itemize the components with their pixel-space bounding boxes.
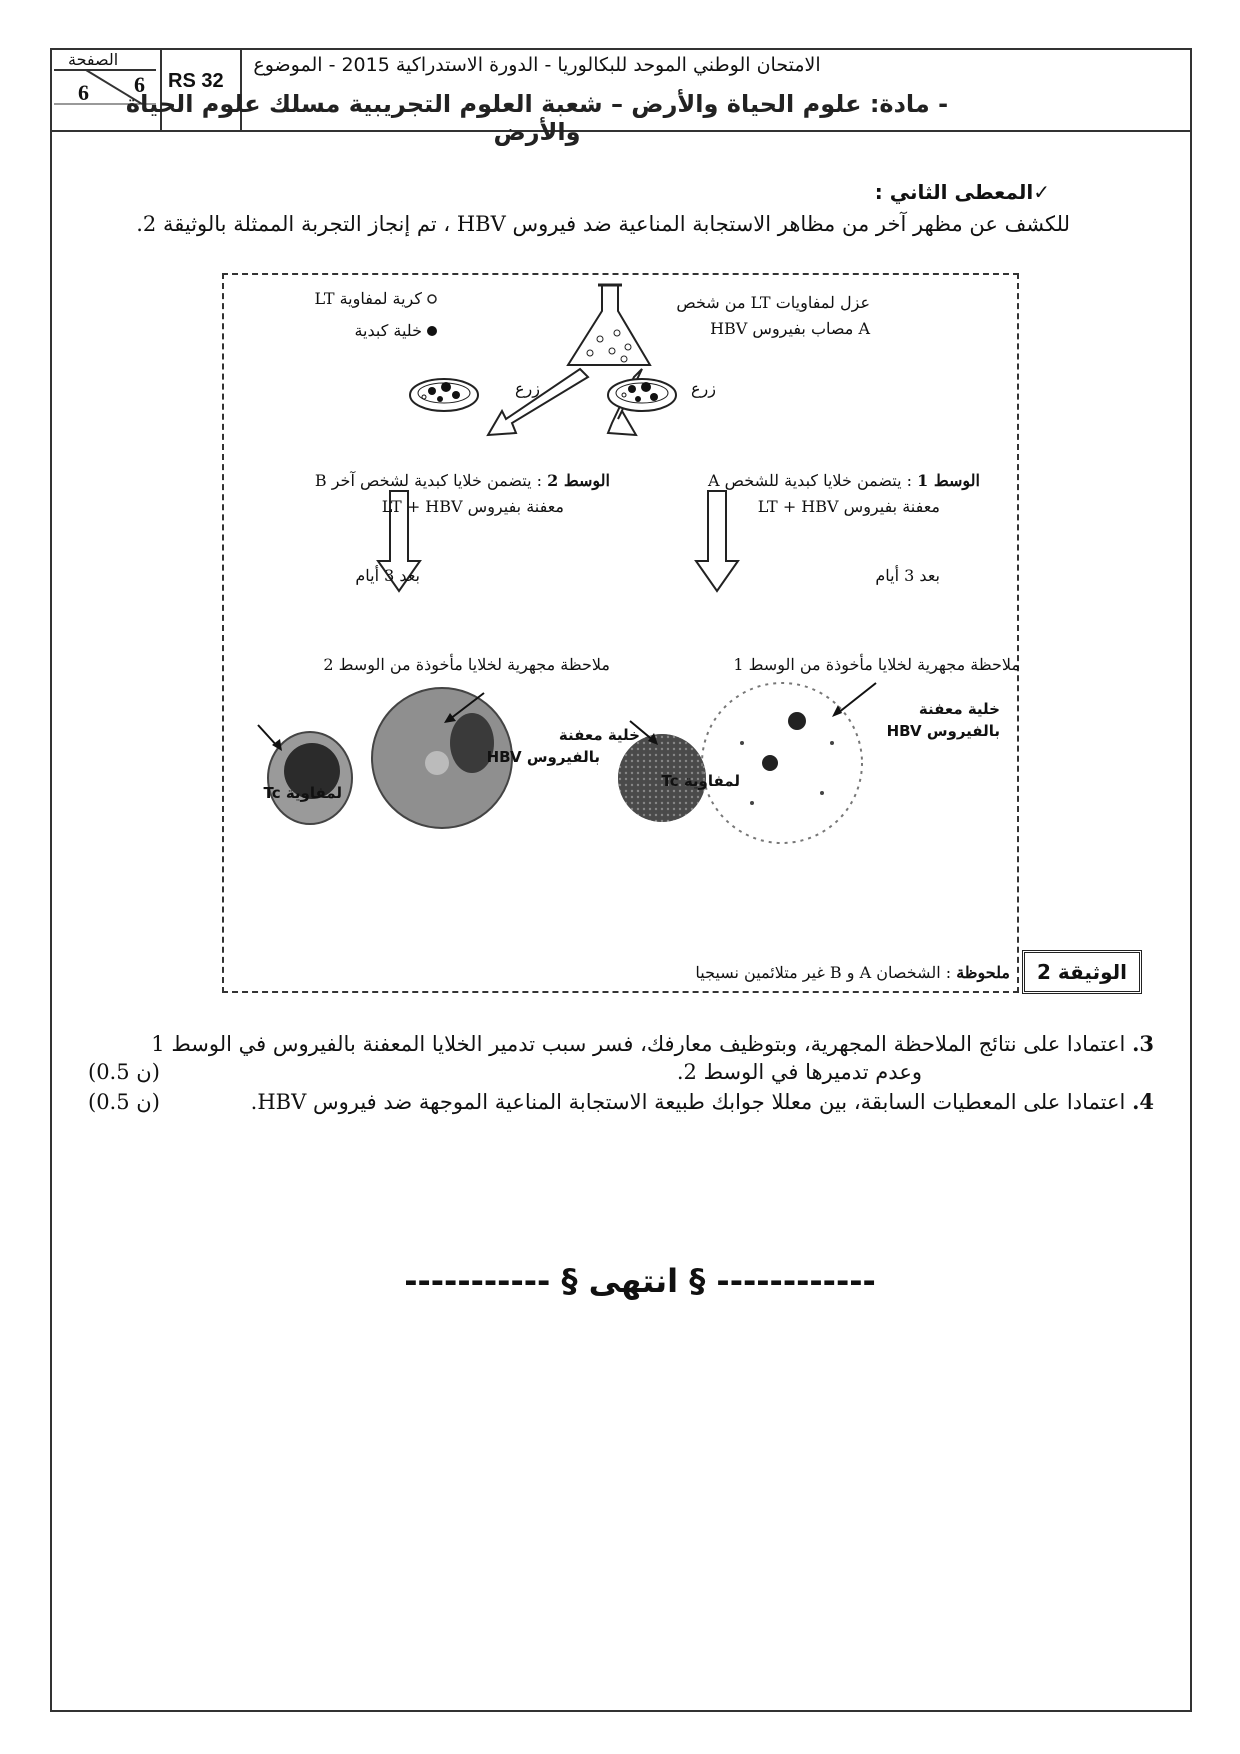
exam-code: RS 32 — [168, 70, 224, 92]
infected-cell-label: خلية معفنة — [558, 726, 640, 744]
medium2-description — [240, 470, 610, 492]
page-label: الصفحة — [68, 50, 119, 69]
liver-legend-symbol — [427, 326, 437, 336]
question-number: 3. — [1132, 1031, 1154, 1056]
micrograph-medium2 — [268, 688, 512, 828]
medium2-text: : يتضمن خلايا كبدية لشخص آخر B — [314, 471, 543, 490]
experiment-diagram — [222, 273, 1019, 993]
infected-cell-label: بالفيروس HBV — [486, 748, 600, 766]
observation-medium2: ملاحظة مجهرية لخلايا مأخوذة من الوسط 2 — [323, 655, 610, 674]
tc-lymphocyte-label: لمفاوية Tc — [263, 784, 342, 802]
question-3-continued: وعدم تدميرها في الوسط 2. — [676, 1060, 922, 1084]
medium1-title: الوسط 1 — [917, 471, 980, 490]
question-text: اعتمادا على نتائج الملاحظة المجهرية، وبتوظيف معارفك، فسر سبب تدمير الخلايا المعفنة بالفيروس في الوسط 1 — [151, 1032, 1126, 1056]
flask-label-line1: عزل لمفاويات LT من شخص — [676, 293, 870, 312]
question-4 — [154, 1088, 1154, 1116]
culture-label: زرع — [515, 379, 540, 398]
legend-liver-cell: خلية كبدية — [354, 321, 422, 340]
legend-lt: كرية لمفاوية LT — [314, 289, 422, 308]
question-text: اعتمادا على المعطيات السابقة، بين معللا جوابك طبيعة الاستجابة المناعية الموجهة ضد فيروس HBV. — [250, 1090, 1126, 1114]
question-points: (0.5 ن) — [88, 1090, 160, 1114]
document-label: الوثيقة 2 — [1022, 950, 1142, 994]
medium1-text: : يتضمن خلايا كبدية للشخص A — [708, 471, 913, 490]
section-title: ✓المعطى الثاني : — [874, 180, 1050, 204]
after-days-label: بعد 3 أيام — [875, 566, 940, 585]
lt-legend-symbol — [428, 295, 436, 303]
question-3 — [54, 1030, 1154, 1058]
observation-medium1: ملاحظة مجهرية لخلايا مأخوذة من الوسط 1 — [733, 655, 1020, 674]
page-total: 6 — [78, 80, 89, 105]
exam-header-line1: الامتحان الوطني الموحد للبكالوريا - الدورة الاستدراكية 2015 - الموضوع — [253, 54, 821, 76]
culture-label: زرع — [691, 379, 716, 398]
medium1-description — [640, 470, 980, 492]
question-number: 4. — [1132, 1089, 1154, 1114]
page-current: 6 — [134, 72, 145, 97]
infected-cell-label: خلية معفنة — [918, 700, 1000, 718]
note — [560, 962, 1010, 984]
exam-header-line2: - مادة: علوم الحياة والأرض – شعبة العلوم التجريبية مسلك علوم الحياة والأرض — [125, 90, 949, 146]
medium2-infection: معفنة بفيروس LT + HBV — [381, 497, 564, 516]
note-title: ملحوظة — [956, 963, 1010, 982]
medium2-title: الوسط 2 — [547, 471, 610, 490]
after-days-label: بعد 3 أيام — [355, 566, 420, 585]
micrograph-medium1 — [618, 683, 862, 843]
end-marker: ------------ § انتهى § ----------- — [404, 1262, 876, 1300]
infected-cell-label: بالفيروس HBV — [886, 722, 1000, 740]
medium1-infection: معفنة بفيروس LT + HBV — [757, 497, 940, 516]
tc-lymphocyte-label: لمفاوية Tc — [661, 772, 740, 790]
flask-label-line2: A مصاب بفيروس HBV — [710, 319, 870, 338]
petri-dish-icon — [410, 379, 478, 411]
intro-text: للكشف عن مظهر آخر من مظاهر الاستجابة المناعية ضد فيروس HBV ، تم إنجاز التجربة الممثلة بالوثيقة 2. — [136, 212, 1070, 236]
question-points: (0.5 ن) — [88, 1060, 160, 1084]
note-text: : الشخصان A و B غير متلائمين نسيجيا — [695, 963, 952, 982]
